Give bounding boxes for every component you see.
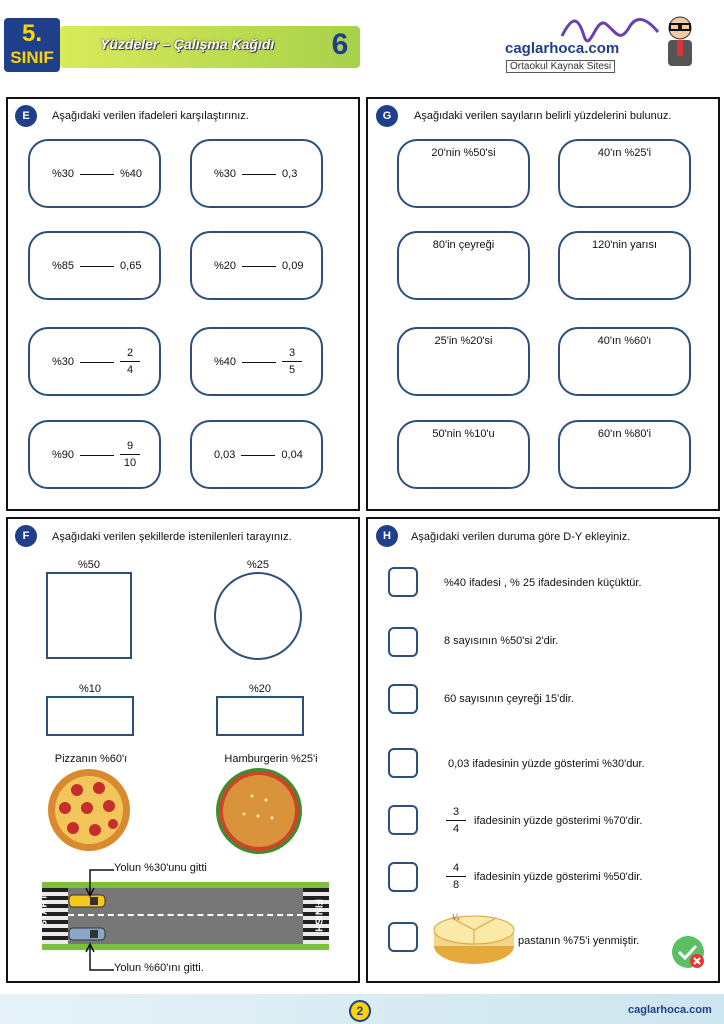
square-shape[interactable]	[46, 572, 132, 659]
statement-1: %40 ifadesi , % 25 ifadesinden küçüktür.	[444, 577, 642, 589]
footer-brand: caglarhoca.com	[628, 1004, 712, 1016]
road-lane-divider	[68, 914, 303, 916]
statement-4: 0,03 ifadesinin yüzde gösterimi %30'dur.	[448, 758, 645, 770]
pizza-icon[interactable]	[47, 768, 131, 852]
fraction-denominator: 5	[288, 364, 296, 376]
compare-box-3	[28, 231, 161, 300]
fraction	[120, 347, 140, 376]
grade-badge	[4, 18, 60, 72]
grade-number: 5.	[21, 20, 42, 47]
answer-blank[interactable]	[80, 265, 114, 267]
compare-box-5	[28, 327, 161, 396]
answer-box-label: 40'ın %60'ı	[597, 335, 652, 347]
answer-box-3[interactable]	[397, 231, 530, 300]
hamburger-icon[interactable]	[214, 766, 304, 856]
section-e-badge: E	[15, 105, 37, 127]
answer-box-5[interactable]	[397, 327, 530, 396]
answer-box-label: 25'in %20'si	[434, 335, 493, 347]
blue-car-icon	[68, 926, 106, 942]
page-title: Yüzdeler – Çalışma Kağıdı	[100, 36, 275, 52]
statement-6: ifadesinin yüzde gösterimi %50'dir.	[474, 871, 643, 883]
teacher-avatar-icon	[660, 14, 700, 72]
section-f-instruction: Aşağıdaki verilen şekillerde istenilenleri tarayınız.	[52, 531, 292, 543]
section-h-badge: H	[376, 525, 398, 547]
statement-7: pastanın %75'i yenmiştir.	[518, 935, 640, 947]
statement-2: 8 sayısının %50'si 2'dir.	[444, 635, 559, 647]
compare-right: 0,04	[281, 448, 303, 461]
statement-5-fraction	[446, 806, 466, 835]
answer-box-label: 50'nin %10'u	[432, 428, 495, 440]
compare-box-2	[190, 139, 323, 208]
compare-box-7	[28, 420, 161, 489]
car1-text: Yolun %30'unu gitti	[114, 862, 207, 874]
grade-word: SINIF	[10, 48, 54, 67]
burger-label: Hamburgerin %25'i	[224, 753, 318, 765]
compare-right: %40	[120, 167, 143, 180]
brand-name: caglarhoca.com	[505, 40, 620, 57]
answer-box-label: 120'nin yarısı	[591, 239, 658, 251]
statement-3: 60 sayısının çeyreği 15'dir.	[444, 693, 574, 705]
fraction	[120, 440, 140, 469]
square-label: %50	[77, 559, 101, 571]
answer-blank[interactable]	[242, 361, 276, 363]
answer-box-6[interactable]	[558, 327, 691, 396]
page-number: 2	[349, 1000, 371, 1022]
compare-box-4	[190, 231, 323, 300]
fraction-numerator: 9	[126, 440, 134, 452]
statement-6-fraction	[446, 862, 466, 891]
section-h-instruction: Aşağıdaki verilen duruma göre D-Y ekleyiniz.	[411, 531, 631, 543]
answer-blank[interactable]	[241, 454, 275, 456]
answer-box-2[interactable]	[558, 139, 691, 208]
dy-checkbox-6[interactable]	[388, 862, 418, 892]
section-e-instruction: Aşağıdaki verilen ifadeleri karşılaştırınız.	[52, 110, 249, 122]
rect-10-shape[interactable]	[46, 696, 134, 736]
fraction-numerator: 3	[288, 347, 296, 359]
check-cross-icon	[670, 934, 706, 970]
compare-box-1	[28, 139, 161, 208]
section-g-instruction: Aşağıdaki verilen sayıların belirli yüzdelerini bulunuz.	[414, 110, 672, 122]
car2-text: Yolun %60'ını gitti.	[114, 962, 204, 974]
compare-left: %20	[214, 259, 237, 272]
fraction-denominator: 10	[123, 457, 137, 469]
fraction-numerator: 3	[452, 806, 460, 818]
fraction-denominator: 4	[452, 823, 460, 835]
answer-box-label: 40'ın %25'i	[597, 147, 652, 159]
circle-shape[interactable]	[214, 572, 302, 660]
cake-icon	[432, 908, 516, 968]
answer-box-1[interactable]	[397, 139, 530, 208]
dy-checkbox-7[interactable]	[388, 922, 418, 952]
compare-left: 0,03	[214, 448, 236, 461]
compare-left: %90	[52, 448, 75, 461]
dy-checkbox-5[interactable]	[388, 805, 418, 835]
circle-label: %25	[246, 559, 270, 571]
fraction	[282, 347, 302, 376]
dy-checkbox-1[interactable]	[388, 567, 418, 597]
answer-blank[interactable]	[80, 454, 114, 456]
compare-left: %30	[52, 167, 75, 180]
section-g-badge: G	[376, 105, 398, 127]
road-start-label: START	[38, 894, 50, 927]
dy-checkbox-4[interactable]	[388, 748, 418, 778]
dy-checkbox-3[interactable]	[388, 684, 418, 714]
answer-blank[interactable]	[80, 361, 114, 363]
answer-box-8[interactable]	[558, 420, 691, 489]
compare-left: %30	[52, 355, 75, 368]
rect-20-label: %20	[248, 683, 272, 695]
compare-box-8	[190, 420, 323, 489]
compare-left: %40	[214, 355, 237, 368]
fraction-numerator: 4	[452, 862, 460, 874]
fraction-numerator: 2	[126, 347, 134, 359]
answer-box-4[interactable]	[558, 231, 691, 300]
sheet-number: 6	[331, 28, 349, 61]
answer-box-label: 60'ın %80'i	[597, 428, 652, 440]
compare-left: %30	[214, 167, 237, 180]
answer-blank[interactable]	[242, 265, 276, 267]
pizza-label: Pizzanın %60'ı	[54, 753, 128, 765]
title-bar	[60, 26, 360, 68]
answer-box-7[interactable]	[397, 420, 530, 489]
section-f-badge: F	[15, 525, 37, 547]
cake-slice-label: ¼	[452, 912, 460, 922]
compare-right: 0,09	[282, 259, 304, 272]
rect-20-shape[interactable]	[216, 696, 304, 736]
brand-subtitle: Ortaokul Kaynak Sitesi	[506, 60, 615, 73]
rect-10-label: %10	[78, 683, 102, 695]
compare-box-6	[190, 327, 323, 396]
page-header	[0, 0, 724, 80]
fraction-denominator: 4	[126, 364, 134, 376]
compare-right: 0,65	[120, 259, 142, 272]
road-finish-label: FINISH	[312, 899, 324, 932]
answer-box-label: 80'in çeyreği	[432, 239, 495, 251]
answer-blank[interactable]	[242, 173, 276, 175]
answer-blank[interactable]	[80, 173, 114, 175]
compare-left: %85	[52, 259, 75, 272]
statement-5: ifadesinin yüzde gösterimi %70'dir.	[474, 815, 643, 827]
compare-right: 0,3	[282, 167, 298, 180]
answer-box-label: 20'nin %50'si	[431, 147, 496, 159]
fraction-denominator: 8	[452, 879, 460, 891]
dy-checkbox-2[interactable]	[388, 627, 418, 657]
